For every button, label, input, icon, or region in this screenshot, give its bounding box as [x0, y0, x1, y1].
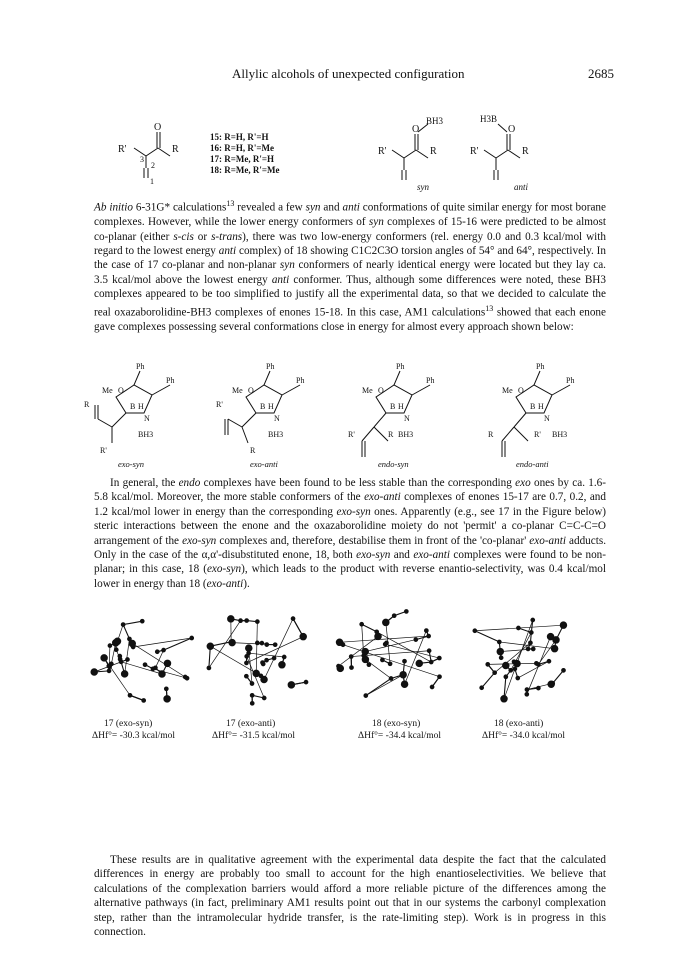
- ea-o: O: [248, 386, 254, 395]
- ns-r: R: [388, 430, 394, 439]
- ea-bh3: BH3: [268, 430, 284, 439]
- atom-ball: [246, 645, 252, 651]
- bond-line: [256, 622, 257, 674]
- atom-ball: [239, 619, 243, 623]
- bond-line: [362, 624, 377, 632]
- atom-ball: [401, 681, 407, 687]
- p2-exo-syn-3: exo-syn: [356, 549, 391, 562]
- p2-exo-anti-4: exo-anti: [206, 577, 244, 590]
- atom-ball: [529, 641, 533, 645]
- p1-anti-3: anti: [271, 273, 290, 286]
- r-prime-label: R': [118, 144, 127, 155]
- bond-line: [153, 669, 187, 678]
- atom-ball: [253, 670, 259, 676]
- molecule-caption-3: [358, 718, 441, 742]
- atom-ball: [110, 662, 114, 666]
- atom-ball: [162, 648, 166, 652]
- es-me: Me: [102, 386, 113, 395]
- atom-ball: [265, 658, 269, 662]
- molecule-3-label: 18 (exo-syn): [372, 719, 421, 729]
- atom-ball: [513, 667, 517, 671]
- atom-ball: [349, 655, 353, 659]
- p1-seg-10: conformer. Thus, although some differences were noted, these BH3 complexes appeared to be too simplified to justify all the experimental data, so that we decided to calculate the real oxazaborolidine-BH3 complexes of enones 15-18. In this case, AM1 calculations: [94, 273, 606, 319]
- atom-ball: [551, 645, 557, 651]
- atom-ball: [128, 694, 132, 698]
- p2-exo-anti-2: exo-anti: [529, 534, 566, 547]
- bond-line: [482, 673, 495, 688]
- atom-ball: [425, 629, 429, 633]
- label-exo-syn: exo-syn: [118, 459, 144, 469]
- atom-ball: [304, 680, 308, 684]
- na-r: R: [488, 430, 494, 439]
- atom-ball: [245, 661, 249, 665]
- molecule-1-label: 17 (exo-syn): [104, 719, 153, 729]
- es-r-prime: R': [100, 446, 107, 455]
- bond-line: [504, 620, 533, 699]
- molecule-2-label: 17 (exo-anti): [226, 719, 276, 729]
- locant-3: 3: [140, 155, 144, 164]
- p1-seg-4: conformations of quite similar energy for most borane complexes. However, while the lower energy conformers of: [94, 201, 606, 229]
- syn-r-prime-label: R': [378, 146, 387, 157]
- atom-ball: [501, 696, 507, 702]
- atom-ball: [388, 662, 392, 666]
- atom-ball: [516, 676, 520, 680]
- atom-ball: [91, 669, 97, 675]
- anti-r-prime-label: R': [470, 146, 479, 157]
- atom-ball: [107, 669, 111, 673]
- bond-line: [366, 675, 403, 696]
- p2-exo-anti-3: exo-anti: [413, 549, 450, 562]
- p1-seg-9: conformers of nearly identical energy were located but they lay ca. 3.5 kcal/mol above the lowest energy: [94, 259, 606, 286]
- atom-ball: [553, 637, 559, 643]
- ns-bh3: BH3: [398, 430, 414, 439]
- atom-ball: [416, 660, 422, 666]
- es-bh3: BH3: [138, 430, 154, 439]
- atom-ball: [536, 663, 540, 667]
- p2-exo-syn-2: exo-syn: [182, 534, 217, 547]
- es-n: N: [144, 414, 150, 423]
- ea-n: N: [274, 414, 280, 423]
- bond-line: [133, 638, 192, 647]
- atom-ball: [164, 660, 170, 666]
- anti-r-label: R: [522, 146, 529, 157]
- atom-ball: [548, 681, 554, 687]
- atom-ball: [350, 666, 354, 670]
- atom-ball: [155, 650, 159, 654]
- atom-ball: [530, 631, 534, 635]
- atom-ball: [121, 671, 127, 677]
- atom-ball: [190, 636, 194, 640]
- atom-ball: [438, 656, 442, 660]
- atom-ball: [499, 656, 503, 660]
- atom-ball: [129, 640, 135, 646]
- molecule-caption-4: [482, 718, 565, 742]
- p2-seg-1: In general, the: [110, 477, 179, 489]
- p1-seg-1: 6-31G* calculations: [132, 201, 227, 214]
- atom-ball: [262, 696, 266, 700]
- carbonyl-o-label: O: [154, 122, 162, 133]
- atom-ball: [250, 702, 254, 706]
- ea-me: Me: [232, 386, 243, 395]
- paragraph-1: [94, 197, 606, 334]
- p1-seg-5: complexes of 15-16 were predicted to be almost co-planar (either: [94, 216, 606, 243]
- p2-seg-8: and: [390, 549, 414, 562]
- ns-ph-2: Ph: [426, 376, 435, 385]
- molecule-2-energy: ΔHf°= -31.5 kcal/mol: [212, 731, 296, 741]
- atom-ball: [400, 672, 406, 678]
- atom-ball: [229, 640, 233, 644]
- atom-ball: [493, 671, 497, 675]
- ns-ph-1: Ph: [396, 362, 405, 371]
- molecule-caption-1: [92, 718, 175, 742]
- p1-seg-11: showed that each enone gave complexes possessing several conformations close in energy for almost every approach shown below:: [94, 306, 606, 333]
- atom-ball: [121, 623, 125, 627]
- na-h: H: [538, 402, 544, 411]
- atom-ball: [273, 643, 277, 647]
- p1-syn: syn: [305, 201, 321, 214]
- atom-ball: [245, 674, 249, 678]
- atom-ball: [140, 619, 144, 623]
- r-label: R: [172, 144, 179, 155]
- atom-ball: [114, 648, 118, 652]
- compound-18: 18: R=Me, R'=Me: [210, 165, 280, 175]
- atom-ball: [430, 685, 434, 689]
- molecule-4-energy: ΔHf°= -34.0 kcal/mol: [482, 731, 566, 741]
- p2-seg-6: complexes and, therefore, destabilise them in front of the 'co-planar': [216, 534, 530, 547]
- p2-seg-3: ones by ca. 1.6-5.8 kcal/mol. Moreover, the more stable conformers of the: [94, 477, 607, 504]
- atom-ball: [291, 617, 295, 621]
- atom-ball: [531, 647, 535, 651]
- p2-seg-7: adducts. Only in the case of the α,α'-disubstituted enone, 18, both: [94, 534, 606, 562]
- atom-ball: [118, 657, 122, 661]
- locant-1: 1: [150, 177, 154, 186]
- oxazaborolidine-scheme: [78, 357, 618, 469]
- atom-ball: [126, 658, 130, 662]
- p1-seg-2: revealed a few: [234, 201, 306, 214]
- atom-ball: [259, 674, 263, 678]
- atom-ball: [114, 638, 120, 644]
- anti-h3b-label: H3B: [480, 114, 498, 124]
- atom-ball: [164, 696, 170, 702]
- atom-ball: [480, 686, 484, 690]
- label-exo-anti: exo-anti: [250, 459, 278, 469]
- label-endo-syn: endo-syn: [378, 459, 409, 469]
- compound-17: 17: R=Me, R'=H: [210, 154, 274, 164]
- atom-ball: [272, 656, 276, 660]
- ea-ph-1: Ph: [266, 362, 275, 371]
- na-o: O: [518, 386, 524, 395]
- atom-ball: [143, 663, 147, 667]
- enone-scheme: [110, 112, 580, 194]
- es-ph-1: Ph: [136, 362, 145, 371]
- p2-exo-syn: exo-syn: [336, 505, 371, 518]
- atom-ball: [360, 622, 364, 626]
- atom-ball: [509, 668, 513, 672]
- atom-ball: [562, 669, 566, 673]
- es-h: H: [138, 402, 144, 411]
- bond-line: [366, 678, 391, 695]
- atom-ball: [438, 675, 442, 679]
- p1-ab-initio: Ab initio: [94, 201, 133, 214]
- atom-ball: [392, 614, 396, 618]
- atom-ball: [151, 667, 155, 671]
- es-o: O: [118, 386, 124, 395]
- bond-line: [123, 625, 129, 639]
- na-bh3: BH3: [552, 430, 568, 439]
- atom-ball: [537, 686, 541, 690]
- anti-label: anti: [514, 182, 529, 192]
- atom-ball: [142, 699, 146, 703]
- paragraph-2: [94, 476, 606, 591]
- anti-o-label: O: [508, 124, 516, 135]
- p1-seg-3: and: [320, 201, 343, 214]
- ns-h: H: [398, 402, 404, 411]
- compound-16: 16: R=H, R'=Me: [210, 143, 274, 153]
- atom-ball: [427, 634, 431, 638]
- atom-ball: [525, 688, 529, 692]
- bond-line: [343, 645, 440, 677]
- syn-label: syn: [417, 182, 429, 192]
- atom-ball: [531, 618, 535, 622]
- bond-line: [475, 631, 499, 642]
- atom-ball: [498, 640, 502, 644]
- atom-ball: [405, 610, 409, 614]
- p1-syn-2: syn: [368, 216, 384, 229]
- compound-15: 15: R=H, R'=H: [210, 132, 269, 142]
- p2-seg-10: ), which leads to the product with reverse enantio-selectivity, was 0.4 kcal/mol lower in energy than 18 (: [94, 563, 607, 590]
- atom-ball: [250, 694, 254, 698]
- p2-seg-2: complexes have been found to be less stable than the corresponding: [200, 477, 516, 489]
- atom-ball: [517, 626, 521, 630]
- atom-ball: [250, 682, 254, 686]
- es-b: B: [130, 402, 136, 411]
- ea-r-prime: R': [216, 400, 223, 409]
- atom-ball: [261, 661, 265, 665]
- atom-ball: [547, 659, 551, 663]
- atom-ball: [381, 658, 385, 662]
- atom-ball: [165, 687, 169, 691]
- p1-seg-7: ), there was two low-energy conformers (rel. energy 0.0 and 0.3 kcal/mol with regard to the lowest energy: [94, 230, 606, 257]
- atom-ball: [486, 663, 490, 667]
- p1-s-cis: s-cis: [173, 230, 194, 243]
- atom-ball: [256, 620, 260, 624]
- atom-ball: [279, 662, 285, 668]
- atom-ball: [288, 682, 294, 688]
- p2-seg-4: complexes of enones 15-17 are 0.7, 0.2, and 1.2 kcal/mol lower in energy than the corresponding: [94, 491, 606, 518]
- ns-me: Me: [362, 386, 373, 395]
- atom-ball: [260, 641, 264, 645]
- atom-ball: [504, 675, 508, 679]
- atom-ball: [159, 671, 165, 677]
- p1-anti-2: anti: [218, 244, 237, 257]
- atom-ball: [337, 664, 341, 668]
- na-b: B: [530, 402, 536, 411]
- atom-ball: [403, 659, 407, 663]
- atom-ball: [128, 637, 132, 641]
- es-ph-2: Ph: [166, 376, 175, 385]
- atom-ball: [282, 655, 286, 659]
- na-r-prime: R': [534, 430, 541, 439]
- atom-ball: [560, 622, 566, 628]
- molecule-3-energy: ΔHf°= -34.4 kcal/mol: [358, 731, 442, 741]
- p1-seg-8: complex) of 18 showing C1C2C3O torsion angles of 54° and 64°, respectively. In the case of 17 co-planar and non-planar: [94, 244, 606, 272]
- syn-bh3-label: BH3: [426, 116, 444, 126]
- atom-ball: [207, 643, 213, 649]
- atom-ball: [526, 647, 530, 651]
- molecular-structures-figure: [82, 600, 592, 712]
- atom-ball: [207, 666, 211, 670]
- p3-text: These results are in qualitative agreement with the experimental data despite the fact that the calculated differences in energy are probably too small to account for the high enantioselectivities. We believe that calculations of the complexation barriers would afford a more reliable picture of the differences among the alternative pathways (in fact, preliminary AM1 results point out that in our systems the carbonyl complexation step, rather than the intramolecular hydride transfer, is the rate-limiting step). Work is in progress in this connection.: [94, 854, 606, 939]
- p2-exo: exo: [515, 477, 531, 489]
- ns-r-prime: R': [348, 430, 355, 439]
- atom-ball: [364, 694, 368, 698]
- atom-ball: [228, 616, 234, 622]
- atom-ball: [512, 660, 516, 664]
- label-endo-anti: endo-anti: [516, 459, 549, 469]
- p1-syn-3: syn: [279, 259, 295, 272]
- bond-line: [264, 619, 293, 680]
- atom-ball: [185, 676, 189, 680]
- p2-exo-anti: exo-anti: [364, 491, 401, 504]
- atom-ball: [265, 643, 269, 647]
- atom-ball: [256, 641, 260, 645]
- atom-ball: [336, 639, 342, 645]
- atom-ball: [525, 693, 529, 697]
- syn-r-label: R: [430, 146, 437, 157]
- p2-seg-5: ones. Apparently (e.g., see 17 in the Figure below) steric interactions between the enone and the oxazaborolidine moiety do not 'permit' a co-planar C=C-C=O arrangement of the: [94, 505, 607, 547]
- ns-n: N: [404, 414, 410, 423]
- atom-ball: [427, 649, 431, 653]
- p1-ref-2: 13: [485, 303, 494, 313]
- ea-r: R: [250, 446, 256, 455]
- atom-ball: [503, 662, 509, 668]
- atom-ball: [300, 633, 306, 639]
- atom-ball: [245, 655, 249, 659]
- ea-b: B: [260, 402, 266, 411]
- atom-ball: [473, 629, 477, 633]
- bond-line: [488, 663, 537, 664]
- syn-o-label: O: [412, 124, 420, 135]
- atom-ball: [375, 633, 381, 639]
- p1-seg-6: or: [193, 230, 212, 243]
- atom-ball: [385, 641, 389, 645]
- p1-ref: 13: [226, 199, 235, 208]
- atom-ball: [429, 660, 433, 664]
- ns-o: O: [378, 386, 384, 395]
- atom-ball: [245, 619, 249, 623]
- locant-2: 2: [151, 161, 155, 170]
- atom-ball: [108, 644, 112, 648]
- running-title: Allylic alcohols of unexpected configuration: [232, 66, 465, 81]
- atom-ball: [414, 638, 418, 642]
- ea-h: H: [268, 402, 274, 411]
- p2-exo-syn-4: exo-syn: [206, 563, 242, 576]
- bond-line: [553, 670, 564, 683]
- page-number: 2685: [588, 66, 614, 81]
- atom-ball: [389, 677, 393, 681]
- p2-endo: endo: [178, 477, 201, 489]
- na-ph-2: Ph: [566, 376, 575, 385]
- atom-ball: [101, 655, 107, 661]
- atom-ball: [367, 663, 371, 667]
- ea-ph-2: Ph: [296, 376, 305, 385]
- molecule-caption-2: [212, 718, 295, 742]
- bond-line: [123, 621, 142, 624]
- p2-seg-11: ).: [243, 577, 250, 590]
- p2-seg-9: complexes were found to be non-planar; in this case, 18 (: [94, 549, 606, 576]
- p1-s-trans: s-trans: [211, 230, 243, 243]
- page-header: [0, 66, 692, 86]
- na-n: N: [544, 414, 550, 423]
- na-ph-1: Ph: [536, 362, 545, 371]
- paragraph-3: [94, 853, 606, 939]
- atom-ball: [362, 654, 366, 658]
- p1-anti: anti: [342, 201, 360, 214]
- es-r: R: [84, 400, 90, 409]
- atom-ball: [497, 648, 503, 654]
- molecule-1-energy: ΔHf°= -30.3 kcal/mol: [92, 731, 176, 741]
- na-me: Me: [502, 386, 513, 395]
- ns-b: B: [390, 402, 396, 411]
- molecule-4-label: 18 (exo-anti): [494, 719, 544, 729]
- atom-ball: [383, 619, 389, 625]
